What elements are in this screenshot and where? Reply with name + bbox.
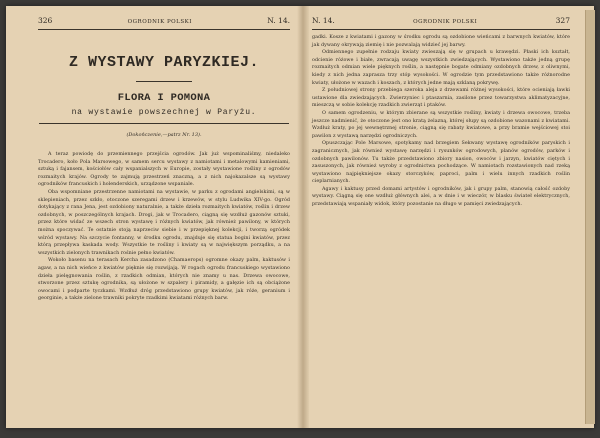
book-gutter bbox=[297, 6, 309, 428]
page-edges bbox=[585, 10, 595, 424]
left-body-text bbox=[38, 151, 290, 303]
issue-number: N. 14. bbox=[267, 16, 290, 25]
page-number: 326 bbox=[38, 16, 53, 25]
paragraph: O samem ogrodzeniu, w którym zbierane są wszystkie rośliny, kwiaty i drzewa owocowe, trzeba jeszcze nadmienić, że otoczone jest ono kratą żelazną, której słupy są ozdobione wazonami z kwiatami. Wzdłuż kraty, po jej wewnętrznej stronie, ciągną się rabaty kwiatowe, a przy bramie wejściowej stoi pawilon z wystawą narzędzi ogrodniczych. bbox=[312, 110, 570, 139]
page-number: 327 bbox=[555, 16, 570, 25]
paragraph: Oba wspomniane przestrzenne namiotami na wystawie, w parku z ogrodami angielskimi, są w sklepieniach, przez szkło, otoczone szeregami drzew i krzewów, w stylu Ludwika XIV-go. Ogród dotykający z rana Jena, jest ozdobiony naturalnie, a także dzieła rozmaitych kwiatów, roślin i drzew ozdobnych, w poszczególnych krajach. Drogi, jak w Trocadero, ciągną się wzdłuż gazonów sztuki, przez które widać ze wszech stron wystawę i różnych kwiatów, jak również pawilony, w których można spoczywać. Te ostatnie stoją naprzeciw siebie i w przepięknej kolekcji, i tworzą ogródek wśród wystawy. Na szczycie fontanny, w środku ogrodu, znajduje się statua bogini kwiatów, przez którą przepływa kaskada wody. Wszystkie te rośliny i kwiaty są w największym porządku, a na wszystkich zielonych trawnikach rośnie pełno kwiatów. bbox=[38, 189, 290, 256]
running-head-right bbox=[312, 16, 570, 30]
continuation-note: (Dokończenie,—patrz Nr. 13). bbox=[126, 132, 202, 138]
running-title: OGRODNIK POLSKI bbox=[413, 19, 478, 25]
paragraph: A teraz powiodę do przemiennego przejścia ogrodów. Jak już wspominaliśmy, niedaleko Trocadero, koło Pola Marsowego, w samem sercu wystawy z namiotami i metalowymi kamieniami, sztuką i fajansem, kościołów cały wspanialszych w Europie, zostały wystawione rośliny z ogrodów rozmaitych krajów. Ogrody te zajmują przestrzeń znaczną, a z nich najokazalsze są wystawy ogrodników francuskich i holenderskich, urządzone wspaniale. bbox=[38, 152, 290, 188]
issue-number: N. 14. bbox=[312, 16, 335, 25]
left-page bbox=[38, 16, 290, 303]
paragraph: Opuszczając Pole Marsowe, spotykamy nad brzegiem Sekwany wystawę ogrodników paryskich i zagranicznych, jak również wystawę narzędzi i rysunków ogrodowych, planów ogrodów, parków i ozdobnych pawilonów. Tu także przedstawiono zbiory nasion, owoców i jarzyn, kwiatów ciętych i zasuszonych, jak również wyroby z ogrodnictwa pochodzące. W namiotach rozstawionych nad rzeką wystawiono najpiękniejsze okazy storczyków, paproci, palm i wielu innych rzadkich roślin cieplarnianych. bbox=[312, 141, 570, 185]
paragraph: Odmiennego zupełnie rodzaju kwiaty zwieszają się w grupach u krawędzi. Płaski ich kształt, odcienie różowe i białe, zwracają uwagę wszystkich zwiedzających. Wystawiono także jedną grupę rozmaitych odmian wiele pięknych roślin, a następnie bogate odmiany ozdobnych drzew, z oliwnymi, kiedy z nich jedna zaprasza trzy stóp wysokości. W ogrodzie tym przedstawiono także różnorodne kwiaty, ułożone w wazach i koszach, z których jedne mają szklaną pokrywę. bbox=[312, 50, 570, 86]
running-head-left bbox=[38, 16, 290, 30]
article-title: Z WYSTAWY PARYZKIEJ. bbox=[68, 54, 260, 71]
article-subtitle: FLORA I POMONA bbox=[117, 92, 211, 104]
right-body-text bbox=[312, 34, 570, 209]
subtitle-rule bbox=[39, 123, 289, 124]
paragraph: Z południowej strony przebiega szeroka aleja z drzewami różnej wysokości, które ocieniają ławki ustawione dla zwiedzających. Zwierzyniec i ptaszarnia, zasilone przez towarzystwa aklimatyzacyjne, mieszczą w sobie kolekcję rzadkich zwierząt i ptaków. bbox=[312, 88, 570, 109]
paragraph: Agawy i kaktusy przed domami artystów i ogrodników, jak i grupy palm, stanowią całość ozdoby wystawy. Ciągną się one wzdłuż głównych alei, a w dnie i w wieczór, w blasku świateł elektrycznych, przedstawiają wspaniały widok, który pozostanie na długo w pamięci zwiedzających. bbox=[312, 186, 570, 208]
right-page bbox=[312, 16, 570, 209]
paragraph: gadki. Kosze z kwiatami i gazony w środku ogrodu są ozdobione wieńcami z barwnych kwiatów, które jak dywany okrywają ziemię i nie pozwalają widzieć jej barwy. bbox=[312, 35, 570, 48]
title-rule bbox=[136, 81, 192, 82]
paragraph: Wokoło basenu na terasach Kercha zasadzono (Chamaerops) ogromne okazy palm, kaktusów i agaw, a na nich wieńce z kwiatów pięknie się rozwijają. W rogach ogrodu francuskiego wystawiono dzieła pielęgnowania roślin, z rzadkich odmian, których nie znamy u nas. Drzewa owocowe, stworzone przez sztukę ogrodnika, są ułożone w szpalery i piramidy, a gałęzie ich są obciążone owocami i podparte tyczkami. Wzdłuż dróg przedstawiono grupy kwiatów, jak róże, geranium i georginie, a także zielone trawniki pokryte rzadkimi kwiatami różnych barw. bbox=[38, 258, 290, 302]
running-title: OGRODNIK POLSKI bbox=[127, 19, 192, 25]
article-subtitle-2: na wystawie powszechnej w Paryżu. bbox=[71, 108, 257, 117]
